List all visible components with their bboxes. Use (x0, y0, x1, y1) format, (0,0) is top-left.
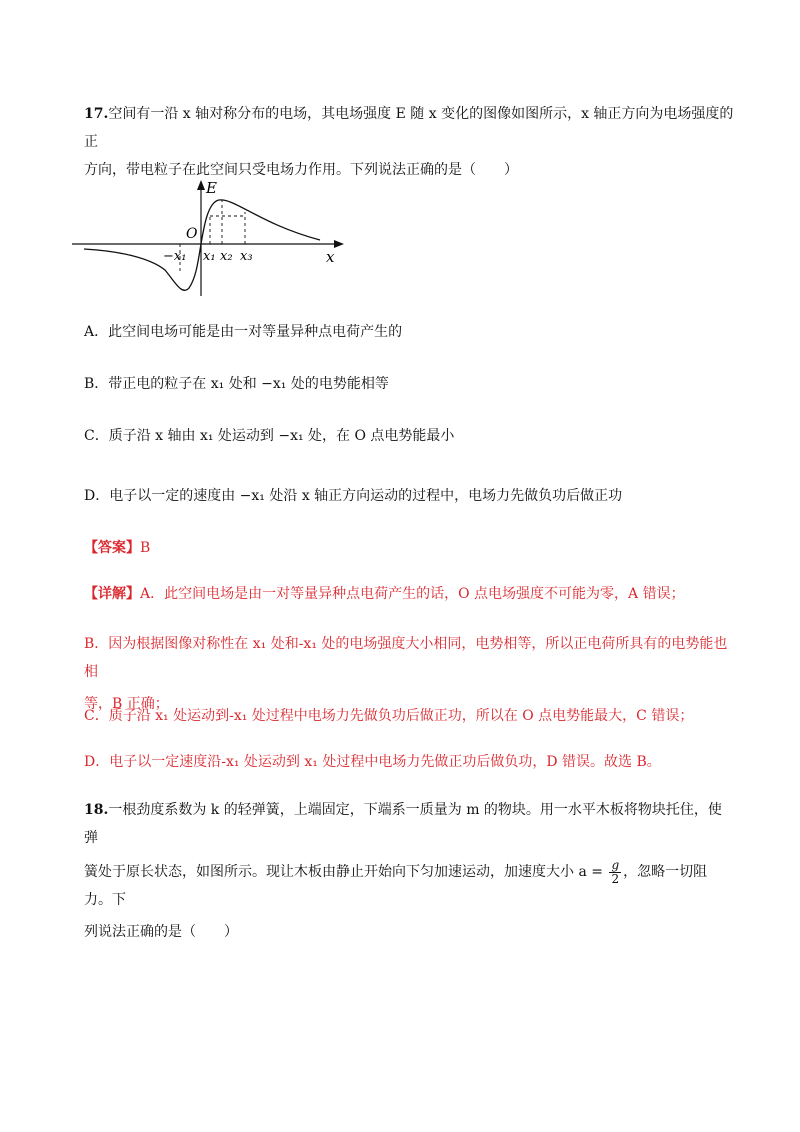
tick-x2: x₂ (220, 249, 233, 264)
e-curve (84, 200, 320, 290)
question-17-line-1: 17.空间有一沿 x 轴对称分布的电场，其电场强度 E 随 x 变化的图像如图所示，x 轴正方向为电场强度的正 (84, 106, 734, 150)
question-17 (84, 100, 734, 184)
acceleration-fraction: $\frac{g}{2}$ (611, 857, 620, 886)
label-x: x (326, 248, 335, 266)
analysis-tag: 【详解】 (84, 586, 140, 602)
option-d: D．电子以一定的速度由 −x₁ 处沿 x 轴正方向运动的过程中，电场力先做负功后做正功 (84, 488, 623, 504)
question-18-line-2: 簧处于原长状态，如图所示。现让木板由静止开始向下匀加速运动，加速度大小 a = $\frac{g}{2}$ ，忽略一切阻力。下 (84, 857, 708, 908)
option-c: C．质子沿 x 轴由 x₁ 处运动到 −x₁ 处，在 O 点电势能最小 (84, 428, 455, 444)
analysis-c: C．质子沿 x₁ 处运动到-x₁ 处过程中电场力先做负功后做正功，所以在 O 点电势能最大，C 错误； (84, 708, 694, 724)
e-axis-arrow (197, 180, 205, 190)
e-field-graph (70, 178, 360, 302)
question-number: 17. (84, 106, 109, 122)
analysis-d: D．电子以一定速度沿-x₁ 处运动到 x₁ 处过程中电场力先做正功后做负功，D 错误。故选 B。 (84, 754, 661, 770)
question-18 (84, 796, 734, 946)
question-18-line-3: 列说法正确的是（ ） (84, 924, 238, 940)
analysis-b: B．因为根据图像对称性在 x₁ 处和-x₁ 处的电场强度大小相同，电势相等，所以正电荷所具有的电势能也相 等，B 正确； (84, 636, 728, 712)
answer-tag: 【答案】 (84, 540, 140, 556)
option-a: A．此空间电场可能是由一对等量异种点电荷产生的 (84, 324, 403, 340)
x-axis-arrow (334, 240, 344, 248)
analysis-a: 【详解】A．此空间电场是由一对等量异种点电荷产生的话，O 点电场强度不可能为零，A 错误； (84, 586, 685, 602)
tick-neg-x1: −x₁ (163, 249, 187, 264)
tick-x1: x₁ (203, 249, 216, 264)
option-b: B．带正电的粒子在 x₁ 处和 −x₁ 处的电势能相等 (84, 376, 389, 392)
answer-value: B (140, 540, 151, 556)
label-origin: O (186, 226, 198, 242)
question-number: 18. (84, 802, 109, 818)
question-18-line-1: 18.一根劲度系数为 k 的轻弹簧，上端固定，下端系一质量为 m 的物块。用一水平木板将物块托住，使弹 (84, 802, 722, 846)
tick-x3: x₃ (240, 249, 253, 264)
label-e: E (206, 179, 217, 197)
question-17-line-2: 方向，带电粒子在此空间只受电场力作用。下列说法正确的是（ ） (84, 162, 518, 178)
answer-line (84, 534, 734, 562)
